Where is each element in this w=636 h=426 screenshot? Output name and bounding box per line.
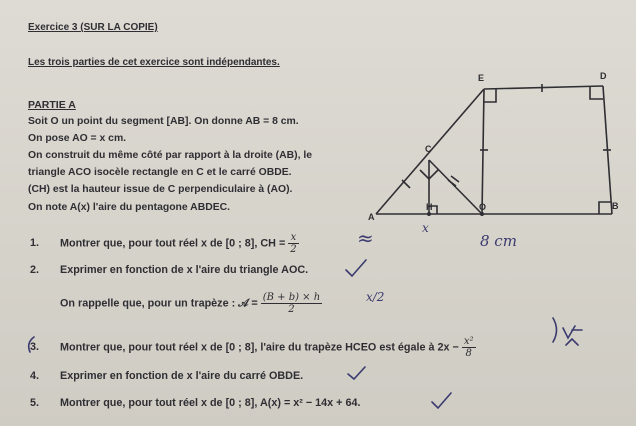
question-3 bbox=[30, 336, 476, 359]
label-b: B bbox=[612, 201, 619, 211]
check-mark-q4 bbox=[348, 367, 365, 379]
partie-label: PARTIE A bbox=[28, 99, 76, 111]
label-a: A bbox=[368, 212, 375, 222]
tick-mark bbox=[402, 180, 410, 188]
question-number: 4. bbox=[30, 370, 40, 382]
question-text: On rappelle que, pour un trapèze : 𝒜 = bbox=[60, 297, 261, 310]
statement-line: On pose AO = x cm. bbox=[28, 133, 127, 144]
fraction-denominator: 8 bbox=[465, 348, 472, 359]
handwritten-approx: ≈ bbox=[357, 226, 374, 250]
question-number: 1. bbox=[30, 237, 40, 250]
label-o: O bbox=[479, 202, 487, 212]
fraction-denominator: 2 bbox=[288, 304, 295, 315]
question-number: 3. bbox=[30, 341, 40, 354]
statement-line: triangle ACO isocèle rectangle en C et le carré OBDE. bbox=[28, 167, 292, 178]
check-mark-q2 bbox=[346, 260, 366, 276]
point-o bbox=[480, 212, 484, 216]
fraction-numerator: x bbox=[288, 232, 298, 244]
label-c: C bbox=[425, 144, 432, 154]
question-text: Exprimer en fonction de x l'aire du carré OBDE. bbox=[60, 370, 304, 382]
question-4 bbox=[30, 370, 303, 382]
question-2 bbox=[30, 264, 308, 276]
handwritten-note: x/2 bbox=[366, 290, 385, 304]
exercise-intro: Les trois parties de cet exercice sont indépendantes. bbox=[28, 57, 280, 68]
fraction-denominator: 2 bbox=[290, 244, 297, 255]
question-text: Montrer que, pour tout réel x de [0 ; 8], CH = bbox=[60, 237, 289, 250]
fraction bbox=[288, 232, 298, 255]
statement-line: On construit du même côté par rapport à la droite (AB), le bbox=[28, 150, 313, 161]
fraction-numerator: (B + b) × h bbox=[262, 292, 321, 303]
statement-line: Soit O un point du segment [AB]. On donne AB = 8 cm. bbox=[28, 116, 299, 127]
fraction bbox=[462, 336, 476, 359]
question-number: 2. bbox=[30, 264, 40, 276]
right-angle-b bbox=[599, 202, 611, 214]
statement-line: (CH) est la hauteur issue de C perpendiculaire à (AO). bbox=[28, 184, 293, 195]
fraction bbox=[261, 292, 322, 315]
segment-eo bbox=[482, 89, 484, 214]
question-text: Montrer que, pour tout réel x de [0 ; 8], A(x) = x² − 14x + 64. bbox=[60, 397, 361, 409]
check-mark-q5 bbox=[432, 393, 451, 408]
point-h bbox=[427, 212, 431, 216]
label-h: H bbox=[426, 202, 433, 212]
trapeze-reminder bbox=[60, 292, 322, 315]
fraction-numerator: x² bbox=[463, 336, 474, 347]
bracket-right-q3 bbox=[553, 318, 557, 342]
statement-line: On note A(x) l'aire du pentagone ABDEC. bbox=[28, 202, 231, 213]
label-d: D bbox=[600, 71, 607, 81]
question-1 bbox=[30, 232, 299, 255]
right-angle-d bbox=[590, 87, 603, 99]
tick-mark bbox=[451, 176, 459, 182]
label-e: E bbox=[478, 73, 485, 83]
exercise-title: Exercice 3 (SUR LA COPIE) bbox=[28, 22, 158, 33]
tick-mark bbox=[448, 180, 456, 186]
hand-mark-q3 bbox=[566, 339, 578, 345]
question-text: Exprimer en fonction de x l'aire du triangle AOC. bbox=[60, 264, 309, 276]
handwritten-x: x bbox=[422, 221, 429, 235]
check-mark-q3 bbox=[563, 326, 575, 338]
segment-de bbox=[484, 86, 603, 89]
question-number: 5. bbox=[30, 397, 40, 409]
question-5 bbox=[30, 397, 361, 409]
right-angle-e bbox=[484, 89, 496, 102]
handwritten-note: 8 cm bbox=[480, 232, 517, 250]
question-text: Montrer que, pour tout réel x de [0 ; 8], l'aire du trapèze HCEO est égale à 2x − bbox=[60, 341, 462, 354]
